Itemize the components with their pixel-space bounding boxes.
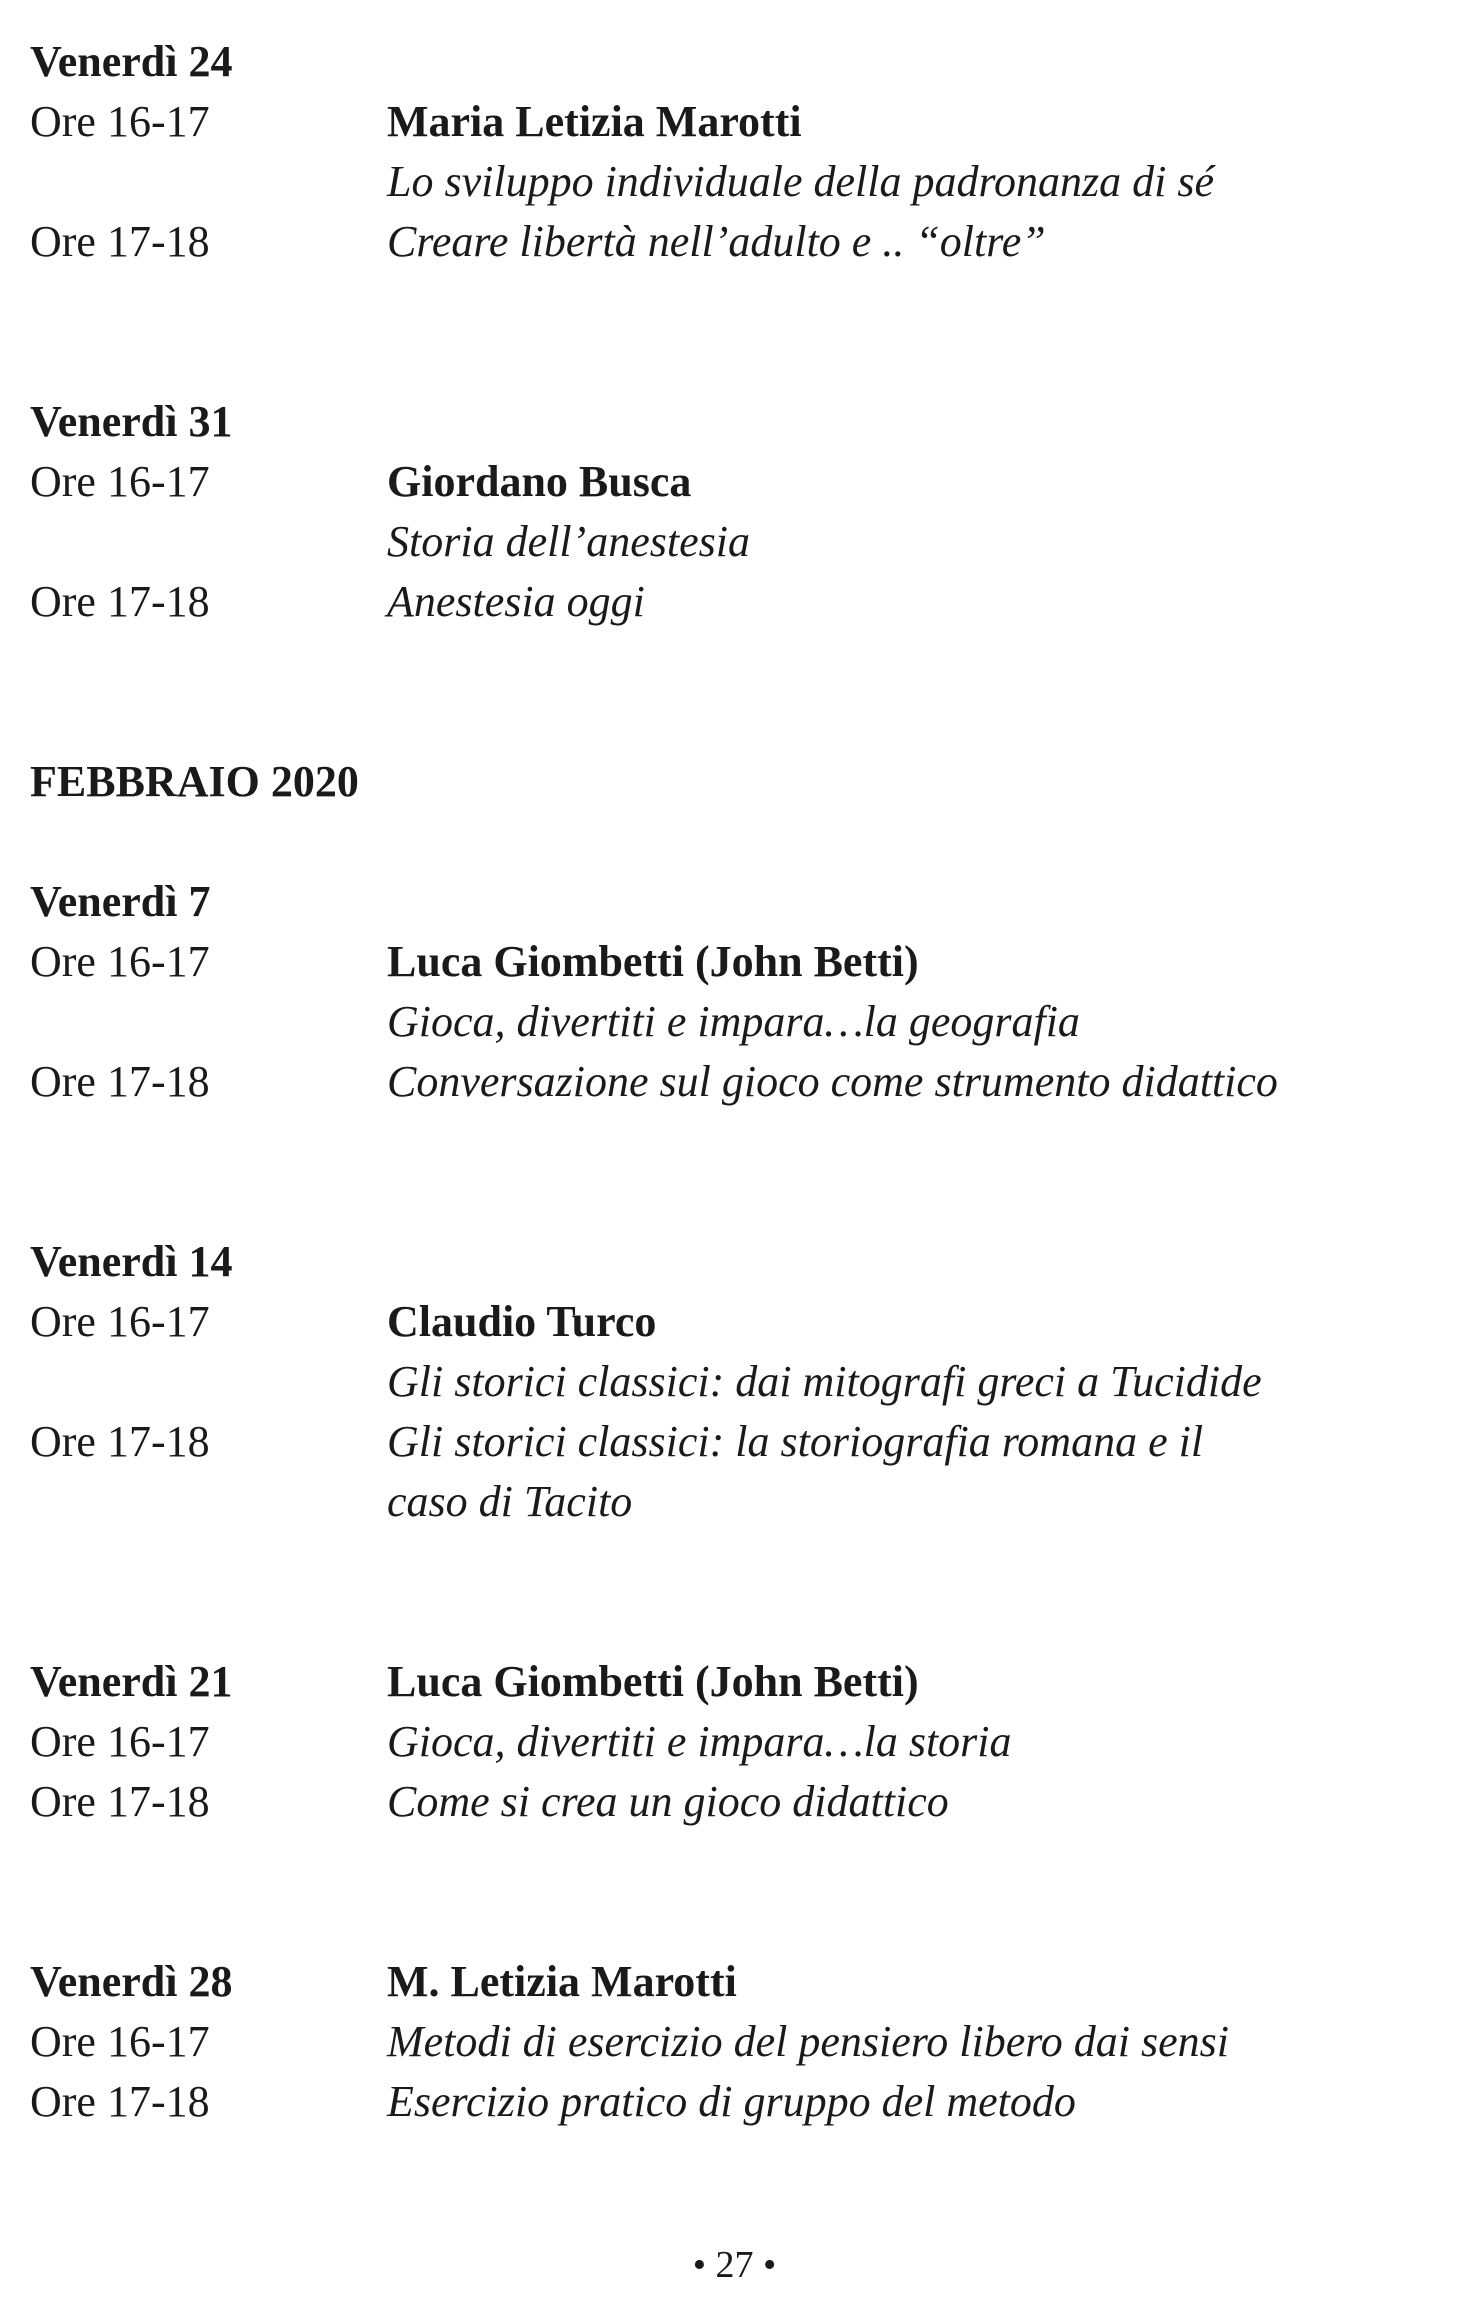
day-heading: Venerdì 14: [30, 1237, 233, 1286]
time-slot: Ore 16-17: [30, 937, 210, 986]
lecture-title: Gioca, divertiti e impara…la storia: [387, 1717, 1012, 1766]
lecture-title: Metodi di esercizio del pensiero libero dai sensi: [387, 2017, 1229, 2066]
lecture-title: Come si crea un gioco didattico: [387, 1777, 949, 1826]
lecture-title: Esercizio pratico di gruppo del metodo: [387, 2077, 1076, 2126]
speaker-name: Maria Letizia Marotti: [387, 97, 802, 146]
lecture-title: Anestesia oggi: [387, 577, 645, 626]
speaker-name: Giordano Busca: [387, 457, 692, 506]
day-heading: Venerdì 7: [30, 877, 211, 926]
lecture-title: Conversazione sul gioco come strumento didattico: [387, 1057, 1278, 1106]
month-heading: FEBBRAIO 2020: [30, 757, 359, 806]
lecture-title: Creare libertà nell’adulto e .. “oltre”: [387, 217, 1046, 266]
time-slot: Ore 16-17: [30, 1297, 210, 1346]
day-heading: Venerdì 31: [30, 397, 233, 446]
time-slot: Ore 17-18: [30, 1777, 210, 1826]
time-slot: Ore 16-17: [30, 2017, 210, 2066]
lecture-title: Gli storici classici: la storiografia romana e il: [387, 1417, 1204, 1466]
time-slot: Ore 16-17: [30, 97, 210, 146]
time-slot: Ore 17-18: [30, 1417, 210, 1466]
time-slot: Ore 17-18: [30, 1057, 210, 1106]
day-heading: Venerdì 28: [30, 1957, 233, 2006]
speaker-name: Luca Giombetti (John Betti): [387, 937, 919, 986]
speaker-name: M. Letizia Marotti: [387, 1957, 737, 2006]
day-heading: Venerdì 24: [30, 37, 233, 86]
lecture-title: Gioca, divertiti e impara…la geografia: [387, 997, 1080, 1046]
day-heading: Venerdì 21: [30, 1657, 233, 1706]
time-slot: Ore 17-18: [30, 577, 210, 626]
time-slot: Ore 16-17: [30, 457, 210, 506]
time-slot: Ore 17-18: [30, 217, 210, 266]
speaker-name: Claudio Turco: [387, 1297, 657, 1346]
lecture-title: Gli storici classici: dai mitografi greci a Tucidide: [387, 1357, 1262, 1406]
page-number: • 27 •: [692, 2244, 777, 2286]
lecture-title: Lo sviluppo individuale della padronanza di sé: [387, 157, 1214, 206]
time-slot: Ore 16-17: [30, 1717, 210, 1766]
speaker-name: Luca Giombetti (John Betti): [387, 1657, 919, 1706]
lecture-title: Storia dell’anestesia: [387, 517, 750, 566]
time-slot: Ore 17-18: [30, 2077, 210, 2126]
lecture-title-continued: caso di Tacito: [387, 1477, 633, 1526]
